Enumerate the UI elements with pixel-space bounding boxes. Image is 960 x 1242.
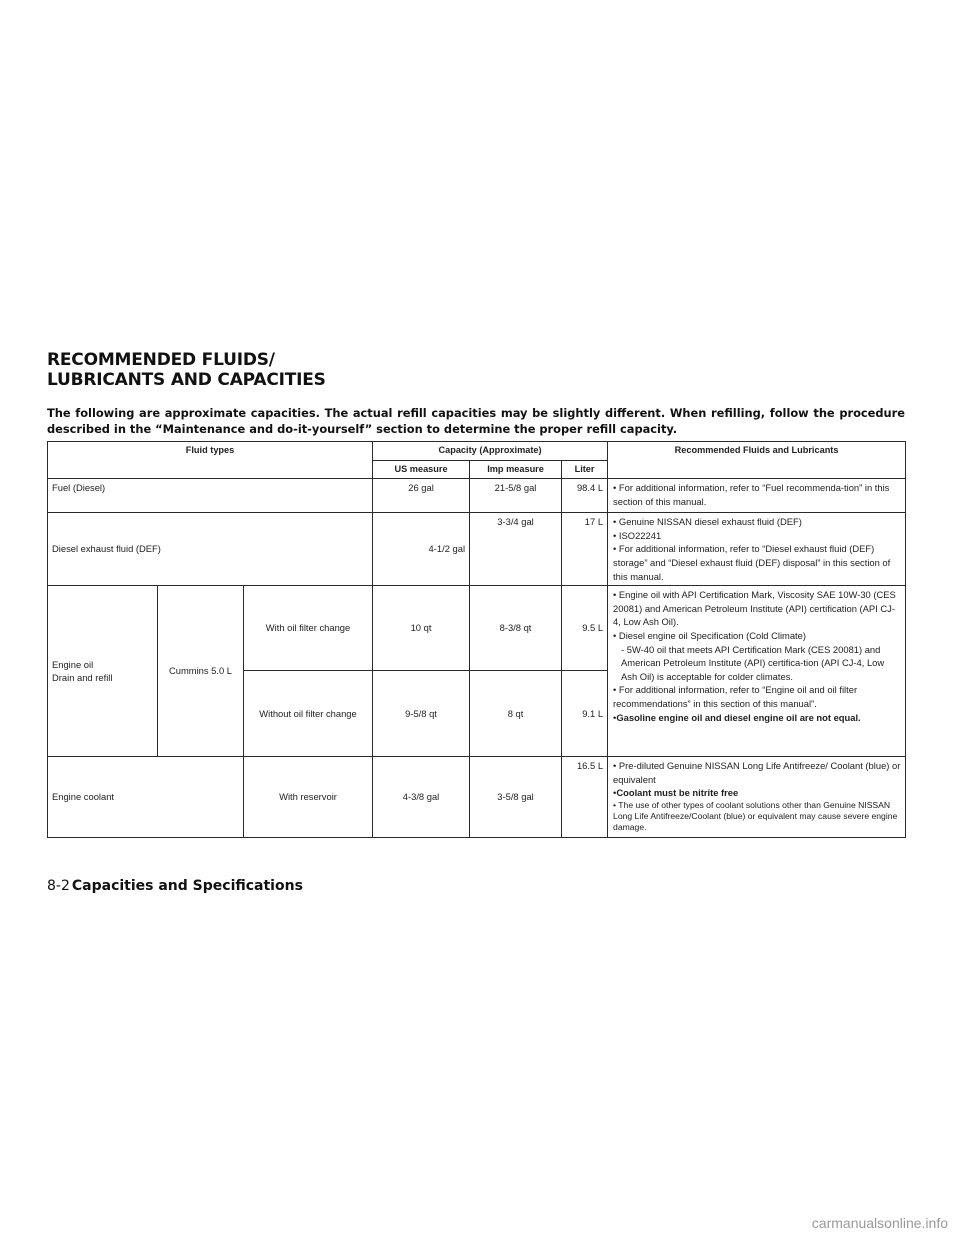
table-row-fuel — [48, 479, 906, 513]
header-capacity: Capacity (Approximate) — [373, 442, 608, 461]
oil-recommendation — [608, 586, 906, 757]
header-row-1 — [48, 442, 906, 461]
oil-without-filter-imp: 8 qt — [470, 671, 562, 757]
oil-rec-2: • Diesel engine oil Specification (Cold Climate) — [613, 629, 806, 641]
coolant-name: Engine coolant — [48, 757, 244, 838]
oil-rec-5-warning: Gasoline engine oil and diesel engine oil are not equal. — [616, 711, 861, 723]
oil-name — [48, 586, 158, 757]
coolant-recommendation — [608, 757, 906, 838]
coolant-rec-2-bullet: • — [613, 787, 617, 799]
coolant-rec-2 — [613, 786, 901, 800]
section-title — [47, 350, 647, 390]
table-row-def — [48, 513, 906, 586]
fuel-recommendation — [608, 479, 906, 513]
coolant-rec-3: • The use of other types of coolant solutions other than Genuine NISSAN Long Life Antifreeze/Coolant (blue) or equivalent may cause severe engine damage. — [613, 799, 898, 832]
coolant-rec-2-warning: Coolant must be nitrite free — [616, 787, 739, 799]
def-rec-3: • For additional information, refer to “Diesel exhaust fluid (DEF) storage” and “Diesel exhaust fluid (DEF) disposal” in this section of this manual. — [613, 543, 891, 582]
oil-with-filter-liter: 9.5 L — [562, 586, 608, 671]
oil-without-filter-us: 9-5/8 qt — [373, 671, 470, 757]
oil-rec-5 — [613, 711, 901, 725]
def-recommendation — [608, 513, 906, 586]
capacities-table — [47, 441, 906, 838]
oil-name-line-2: Drain and refill — [52, 672, 113, 684]
def-rec-1: • Genuine NISSAN diesel exhaust fluid (DEF) — [613, 516, 802, 528]
intro-paragraph: The following are approximate capacities. The actual refill capacities may be slightly different. When refilling, follow the procedure described in the “Maintenance and do-it-yourself” section to determine the proper refill capacity. — [47, 406, 905, 436]
oil-name-line-1: Engine oil — [52, 658, 94, 670]
header-fluid-types: Fluid types — [48, 442, 373, 461]
oil-with-filter-us: 10 qt — [373, 586, 470, 671]
oil-engine: Cummins 5.0 L — [158, 586, 244, 757]
coolant-imp: 3-5/8 gal — [470, 757, 562, 838]
oil-with-filter-label: With oil filter change — [244, 586, 373, 671]
oil-without-filter-label: Without oil filter change — [244, 671, 373, 757]
header-liter: Liter — [562, 460, 608, 479]
fuel-rec-1: • For additional information, refer to “Fuel recommenda-tion” in this section of this manual. — [613, 482, 890, 507]
def-imp: 3-3/4 gal — [470, 513, 562, 586]
watermark: carmanualsonline.info — [811, 1215, 948, 1231]
oil-with-filter-imp: 8-3/8 qt — [470, 586, 562, 671]
oil-rec-3: - 5W-40 oil that meets API Certification Mark (CES 20081) and American Petroleum Institute (API) certifica-tion (API CJ-4, Low Ash Oil) is acceptable for colder climates. — [621, 643, 885, 682]
coolant-us: 4-3/8 gal — [373, 757, 470, 838]
def-liter: 17 L — [562, 513, 608, 586]
fuel-name: Fuel (Diesel) — [48, 479, 373, 513]
fuel-imp: 21-5/8 gal — [470, 479, 562, 513]
section-title-line-2: LUBRICANTS AND CAPACITIES — [47, 370, 326, 390]
table-row-oil-with-filter — [48, 586, 906, 671]
fuel-liter: 98.4 L — [562, 479, 608, 513]
table-row-coolant — [48, 757, 906, 838]
header-us-measure: US measure — [373, 460, 470, 479]
header-recommended: Recommended Fluids and Lubricants — [608, 442, 906, 479]
section-title-line-1: RECOMMENDED FLUIDS/ — [47, 350, 275, 370]
oil-rec-5-bullet: • — [613, 711, 617, 723]
page-footer — [47, 878, 303, 894]
def-rec-2: • ISO22241 — [613, 529, 662, 541]
coolant-rec-1: • Pre-diluted Genuine NISSAN Long Life Antifreeze/ Coolant (blue) or equivalent — [613, 760, 901, 785]
oil-without-filter-liter: 9.1 L — [562, 671, 608, 757]
page-number: 8-2 — [47, 878, 70, 894]
oil-rec-1: • Engine oil with API Certification Mark, Viscosity SAE 10W-30 (CES 20081) and American Petroleum Institute (API) certification (API CJ-4, Low Ash Oil). — [613, 589, 896, 628]
oil-rec-4: • For additional information, refer to “Engine oil and oil filter recommendations” in this section of this manual”. — [613, 684, 858, 709]
fuel-us: 26 gal — [373, 479, 470, 513]
header-imp-measure: Imp measure — [470, 460, 562, 479]
def-name: Diesel exhaust fluid (DEF) — [48, 513, 373, 586]
coolant-variant: With reservoir — [244, 757, 373, 838]
def-us: 4-1/2 gal — [373, 513, 470, 586]
footer-section-name: Capacities and Specifications — [71, 878, 303, 894]
coolant-liter: 16.5 L — [562, 757, 608, 838]
header-fluid-types-spacer — [48, 460, 373, 479]
